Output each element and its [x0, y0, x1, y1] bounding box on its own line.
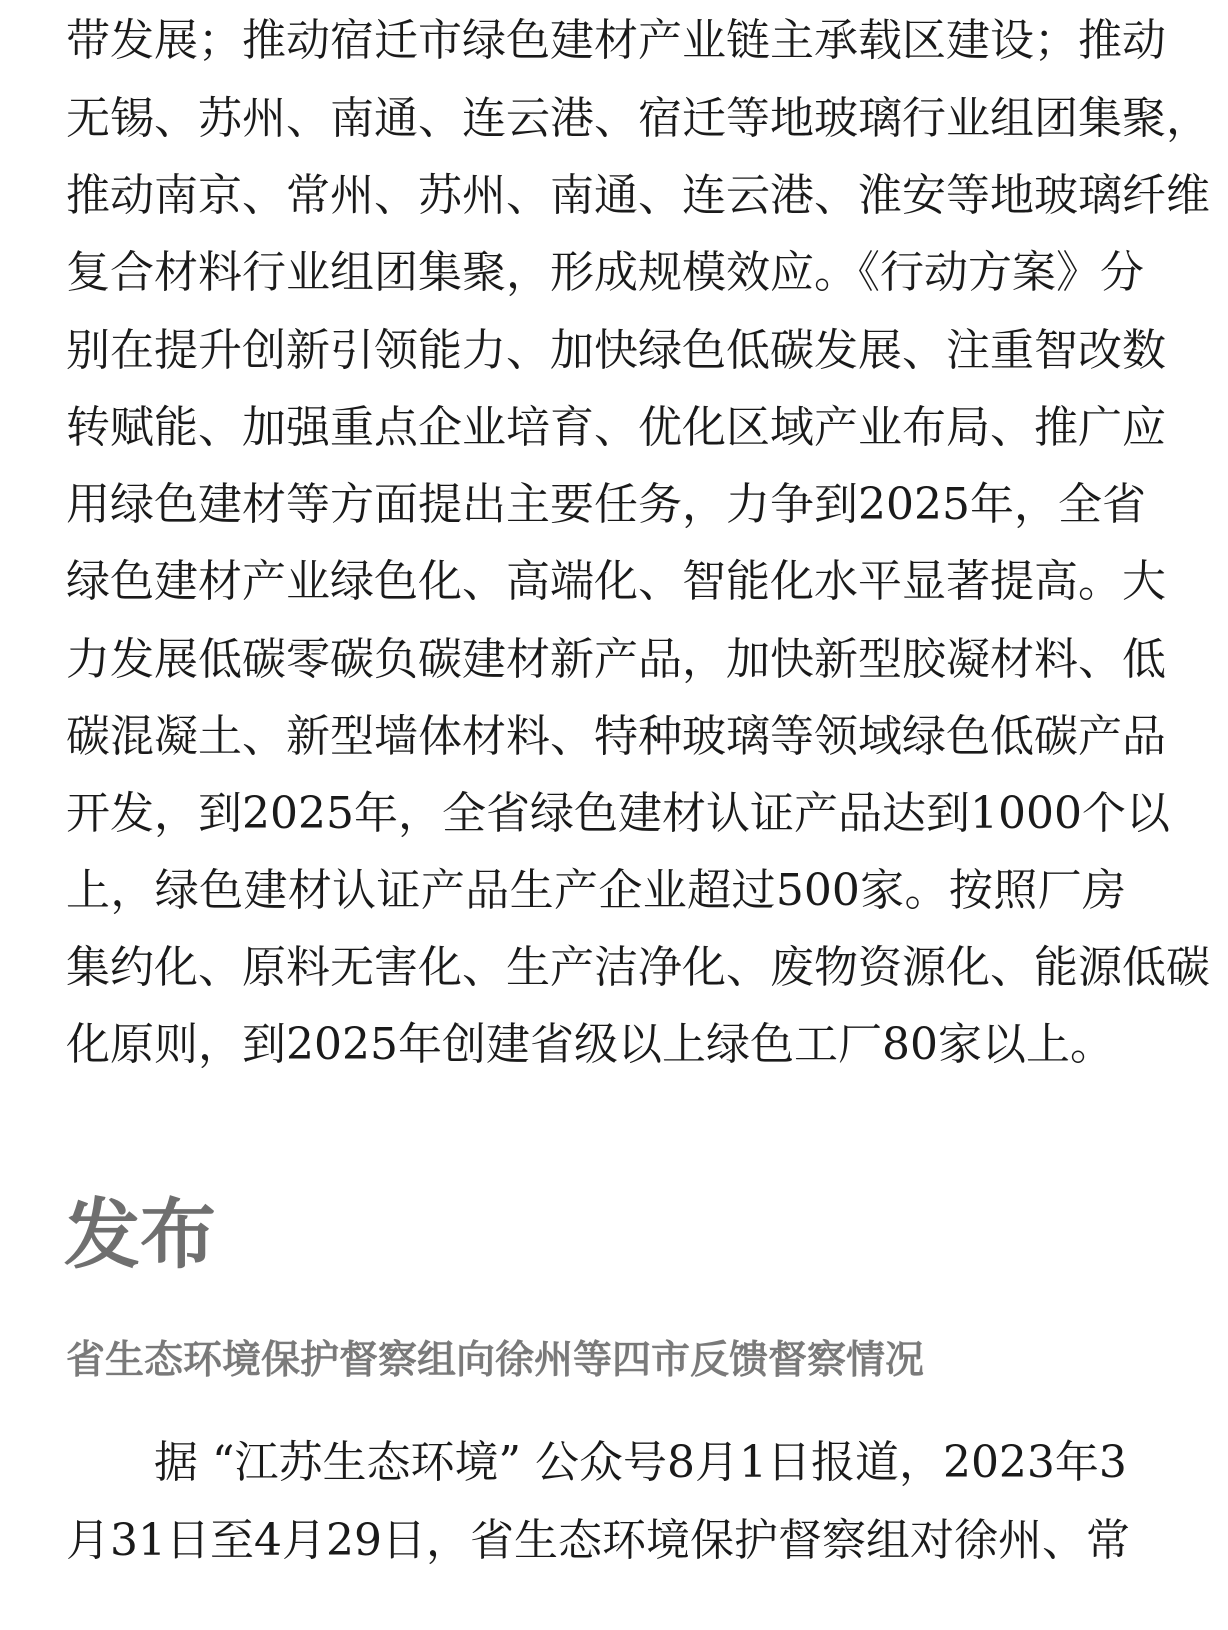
paragraph-line: 推动南京、常州、苏州、南通、连云港、淮安等地玻璃纤维 — [66, 170, 1210, 221]
article-line: 月31日至4月29日，省生态环境保护督察组对徐州、常 — [66, 1515, 1130, 1566]
paragraph-line: 集约化、原料无害化、生产洁净化、废物资源化、能源低碳 — [66, 942, 1210, 993]
paragraph-line: 复合材料行业组团集聚，形成规模效应。《行动方案》分 — [66, 247, 1144, 298]
section-heading: 发布 — [64, 1190, 216, 1279]
article-line: 据 “江苏生态环境” 公众号8月1日报道，2023年3 — [154, 1437, 1127, 1488]
paragraph-line: 用绿色建材等方面提出主要任务，力争到2025年，全省 — [66, 479, 1146, 530]
paragraph-line: 碳混凝土、新型墙体材料、特种玻璃等领域绿色低碳产品 — [66, 711, 1166, 762]
article-title: 省生态环境保护督察组向徐州等四市反馈督察情况 — [66, 1337, 925, 1383]
paragraph-line: 开发，到2025年，全省绿色建材认证产品达到1000个以 — [66, 788, 1170, 839]
paragraph-line: 绿色建材产业绿色化、高端化、智能化水平显著提高。大 — [66, 556, 1166, 607]
paragraph-line: 上，绿色建材认证产品生产企业超过500家。按照厂房 — [66, 865, 1126, 916]
paragraph-line: 转赋能、加强重点企业培育、优化区域产业布局、推广应 — [66, 402, 1166, 453]
paragraph-line: 化原则，到2025年创建省级以上绿色工厂80家以上。 — [66, 1019, 1114, 1070]
paragraph-line: 无锡、苏州、南通、连云港、宿迁等地玻璃行业组团集聚， — [66, 93, 1210, 144]
paragraph-line: 别在提升创新引领能力、加快绿色低碳发展、注重智改数 — [66, 325, 1166, 376]
paragraph-line: 带发展；推动宿迁市绿色建材产业链主承载区建设；推动 — [66, 15, 1166, 66]
paragraph-line: 力发展低碳零碳负碳建材新产品，加快新型胶凝材料、低 — [66, 634, 1166, 685]
